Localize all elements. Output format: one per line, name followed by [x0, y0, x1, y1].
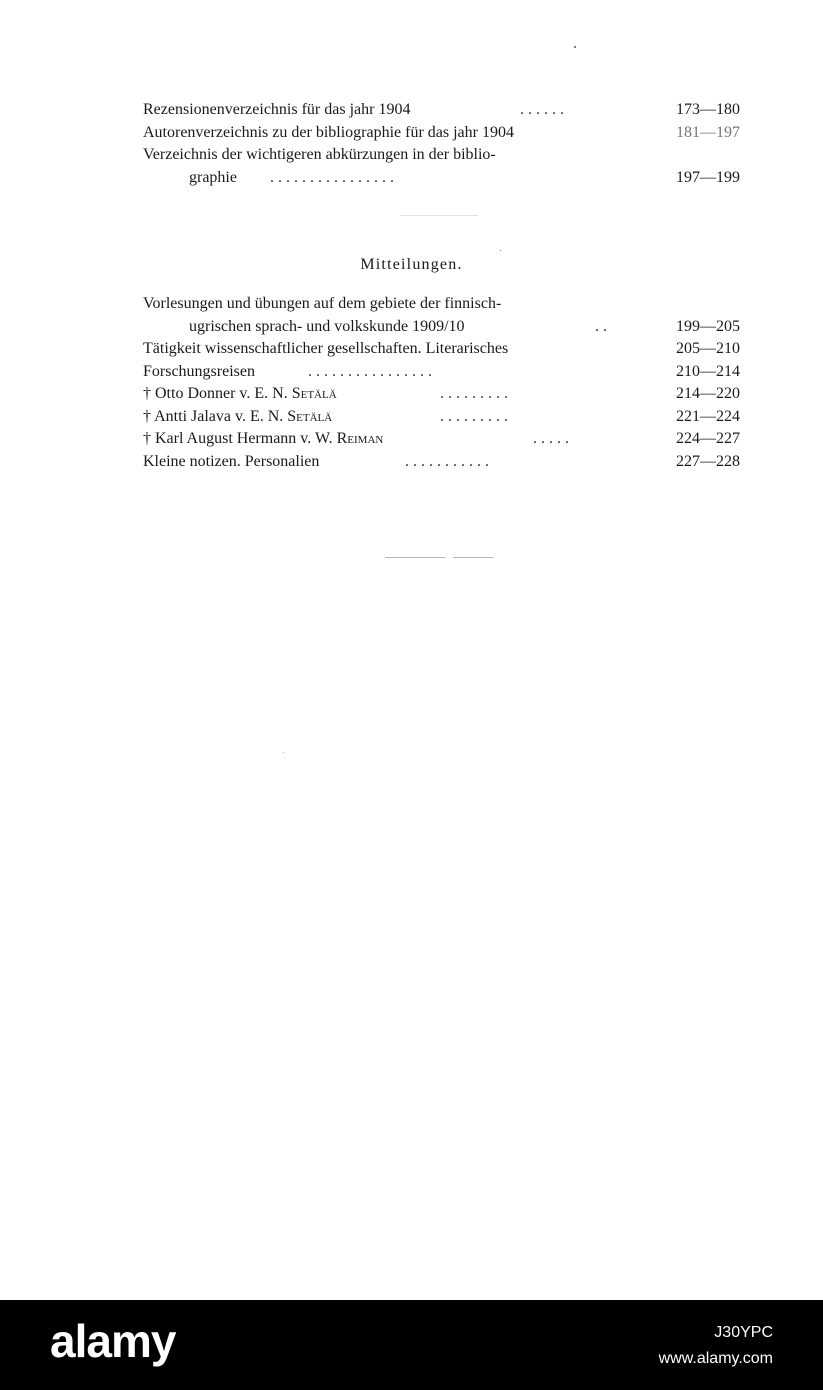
toc-entry-title [143, 406, 332, 429]
end-rule [453, 557, 493, 558]
toc-entry [143, 316, 740, 339]
toc-entry-title: Verzeichnis der wichtigeren abkürzungen in der biblio- [143, 146, 496, 163]
toc-entry [143, 122, 740, 145]
separator-rule [400, 215, 478, 216]
toc-entry-pages: 227—228 [676, 452, 740, 470]
toc-entry-pages: 210—214 [676, 362, 740, 380]
toc-entry-author: Reiman [336, 430, 384, 447]
toc-entry [143, 167, 740, 190]
toc-entry-leader: . . . . . . . . . [440, 407, 508, 425]
toc-entry-leader: . . . . . . . . . . . . . . . . [270, 168, 394, 186]
toc-entry [143, 383, 740, 406]
toc-entry-title-text: † Otto Donner v. E. N. [143, 385, 292, 402]
toc-entry [143, 406, 740, 429]
toc-entry-title-text: † Antti Jalava v. E. N. [143, 407, 288, 425]
toc-entry [143, 293, 740, 316]
toc-entry-author: Setälä [291, 385, 337, 402]
toc-entry [143, 428, 740, 451]
toc-entry-leader: . . . . . . . . . . . . . . . . [308, 362, 432, 380]
toc-entry-pages: 197—199 [676, 168, 740, 186]
toc-entry [143, 338, 740, 361]
ink-speck [574, 46, 576, 48]
toc-entry-title: graphie [189, 168, 237, 186]
toc-entry-pages: 173—180 [676, 101, 740, 118]
section-title: Mitteilungen. [360, 256, 463, 273]
alamy-logo: alamy [50, 1315, 176, 1367]
watermark-banner [0, 1300, 823, 1390]
toc-entry-pages: 199—205 [676, 317, 740, 335]
toc-entry-pages: 221—224 [676, 407, 740, 425]
toc-entry-title: Rezensionenverzeichnis für das jahr 1904 [143, 101, 411, 118]
toc-entry-leader: . . [595, 317, 607, 335]
toc-entry-title [143, 383, 337, 406]
ink-speck [283, 752, 284, 753]
toc-entry [143, 451, 740, 474]
toc-entry-pages: 214—220 [676, 385, 740, 402]
toc-entry-pages: 205—210 [676, 340, 740, 357]
toc-bottom [143, 293, 740, 473]
toc-entry-title: Kleine notizen. Personalien [143, 452, 320, 470]
end-rule [385, 557, 445, 558]
toc-entry-leader: . . . . . . [520, 101, 564, 118]
toc-entry-pages: 181—197 [676, 123, 740, 141]
toc-top [143, 99, 740, 189]
toc-entry [143, 144, 740, 167]
toc-entry-title-text: † Karl August Hermann v. W. [143, 430, 337, 447]
toc-entry-title: Vorlesungen und übungen auf dem gebiete der finnisch- [143, 295, 502, 312]
toc-entry [143, 361, 740, 384]
toc-entry-title [143, 428, 383, 451]
watermark-url: www.alamy.com [658, 1350, 773, 1367]
toc-entry-title: Tätigkeit wissenschaftlicher gesellschaften. Literarisches [143, 340, 509, 357]
toc-entry-title: Autorenverzeichnis zu der bibliographie für das jahr 1904 [143, 123, 514, 141]
toc-entry-title: Forschungsreisen [143, 362, 255, 380]
toc-entry-title: ugrischen sprach- und volkskunde 1909/10 [189, 317, 465, 335]
toc-entry [143, 99, 740, 122]
toc-entry-author: Setälä [287, 407, 333, 425]
toc-entry-pages: 224—227 [676, 430, 740, 447]
toc-entry-leader: . . . . . [533, 430, 569, 447]
image-code: J30YPC [714, 1324, 773, 1341]
toc-entry-leader: . . . . . . . . . . . [405, 452, 489, 470]
ink-speck [500, 250, 501, 251]
toc-entry-leader: . . . . . . . . . [440, 385, 508, 402]
